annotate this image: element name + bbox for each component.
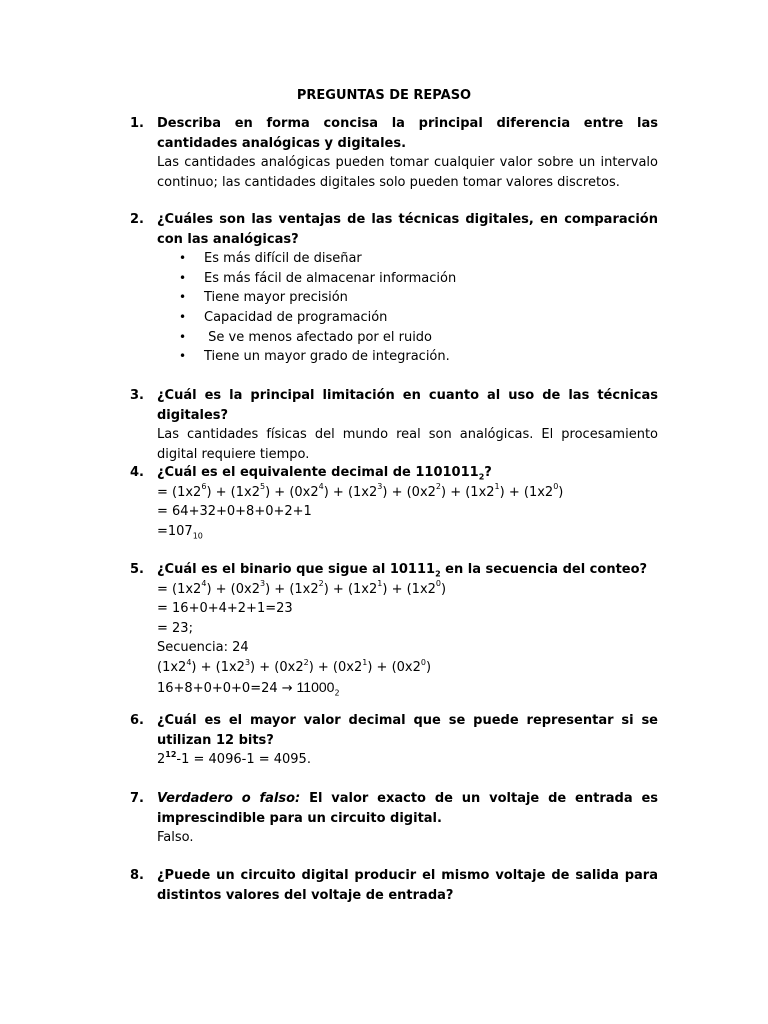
result-line: $16+8+0+0+0=24 \to 11000_2$ bbox=[157, 678, 340, 698]
question-7 bbox=[130, 789, 663, 848]
question-8 bbox=[130, 866, 658, 905]
answer-text: Las cantidades físicas del mundo real son analógicas. El procesamiento digital requiere tiempo. bbox=[157, 427, 658, 462]
question-number: 1. bbox=[130, 116, 144, 131]
list-item: • Es más fácil de almacenar información bbox=[157, 269, 658, 289]
list-item: • Tiene un mayor grado de integración. bbox=[157, 347, 658, 367]
bullet-icon: • bbox=[179, 251, 187, 266]
question-text: ¿Puede un circuito digital producir el mismo voltaje de salida para distintos valores del voltaje de entrada? bbox=[157, 868, 658, 903]
question-5 bbox=[130, 560, 658, 698]
answer-text: Falso. bbox=[157, 830, 194, 846]
bullet-icon: • bbox=[179, 309, 187, 324]
question-text: ¿Cuál es el mayor valor decimal que se puede representar si se utilizan 12 bits? bbox=[157, 713, 658, 748]
question-text: ¿Cuál es la principal limitación en cuanto al uso de las técnicas digitales? bbox=[157, 388, 658, 423]
advantages-list bbox=[157, 249, 658, 367]
question-text: Describa en forma concisa la principal diferencia entre las cantidades analógicas y digitales. bbox=[157, 116, 658, 151]
question-number: 4. bbox=[130, 465, 144, 480]
sequence-line: Secuencia: 24 bbox=[157, 640, 249, 656]
arrow-icon: → bbox=[281, 680, 293, 696]
question-4 bbox=[130, 463, 658, 541]
question-number: 3. bbox=[130, 388, 144, 403]
bullet-icon: • bbox=[179, 270, 187, 285]
question-number: 8. bbox=[130, 868, 144, 883]
question-2 bbox=[130, 210, 658, 367]
result-line: $=107_{10}$ bbox=[157, 523, 203, 541]
question-3 bbox=[130, 386, 658, 464]
equals-line: = 23; bbox=[157, 620, 193, 636]
list-item: • Es más difícil de diseñar bbox=[157, 249, 658, 269]
list-item: • Capacidad de programación bbox=[157, 308, 658, 328]
answer-text: $2^{12}-1 = 4096-1 = 4095$. bbox=[157, 749, 311, 768]
sum-line: = 64+32+0+8+0+2+1 bbox=[157, 504, 312, 520]
expansion-line: = $(1x2^4) + (0x2^3) + (1x2^2) + (1x2^1) + (1x2^0)$ bbox=[157, 579, 447, 597]
question-number: 2. bbox=[130, 212, 144, 227]
question-text: ¿Cuál es el binario que sigue al $10111_2$ en la secuencia del conteo? bbox=[157, 562, 648, 579]
question-text: ¿Cuál es el equivalente decimal de $1101011_2$? bbox=[157, 465, 492, 482]
bullet-icon: • bbox=[179, 329, 187, 344]
bullet-icon: • bbox=[179, 349, 187, 364]
bullet-icon: • bbox=[179, 290, 187, 305]
answer-text: Las cantidades analógicas pueden tomar cualquier valor sobre un intervalo continuo; las cantidades digitales solo pueden tomar valores discretos. bbox=[157, 155, 658, 190]
page-title: PREGUNTAS DE REPASO bbox=[296, 88, 472, 103]
question-1 bbox=[130, 114, 658, 192]
question-text: Verdadero o falso: El valor exacto de un voltaje de entrada es imprescindible para un circuito digital. bbox=[157, 791, 663, 826]
expansion-line: $(1x2^4) + (1x2^3) + (0x2^2) + (0x2^1) + (0x2^0)$ bbox=[157, 657, 432, 675]
question-number: 7. bbox=[130, 791, 144, 806]
question-number: 6. bbox=[130, 713, 144, 728]
sum-line: = 16+0+4+2+1=23 bbox=[157, 601, 293, 617]
question-6 bbox=[130, 711, 658, 770]
expansion-line: = $(1x2^6) + (1x2^5) + (0x2^4) + (1x2^3) + (0x2^2) + (1x2^1) + (1x2^0)$ bbox=[157, 482, 564, 500]
question-text: ¿Cuáles son las ventajas de las técnicas digitales, en comparación con las analógicas? bbox=[157, 212, 658, 247]
list-item: • Tiene mayor precisión bbox=[157, 288, 658, 308]
question-number: 5. bbox=[130, 562, 144, 577]
list-item: • Se ve menos afectado por el ruido bbox=[157, 328, 658, 348]
